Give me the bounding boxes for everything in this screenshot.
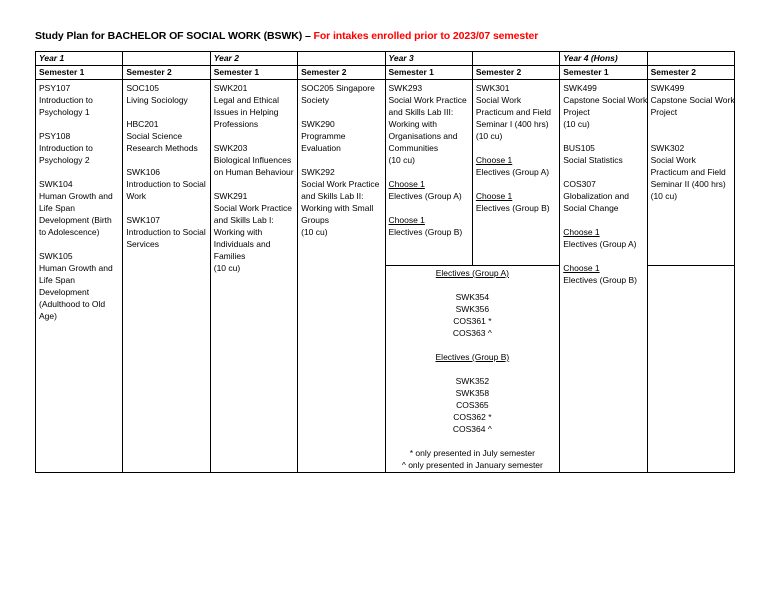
course-line: Biological Influences	[213, 155, 292, 165]
course-line: BUS105	[563, 143, 595, 153]
course-line: SWK203	[213, 143, 248, 153]
course-line: Communities	[388, 143, 439, 153]
cell-y4s1-courses	[560, 80, 647, 473]
course-line: and Skills Lab I:	[213, 215, 274, 225]
course-line: COS307	[563, 179, 596, 189]
course-line: Living Sociology	[126, 95, 188, 105]
course-line: Practicum and Field	[650, 167, 726, 177]
course-line: SWK293	[388, 83, 423, 93]
course-line: Life Span	[39, 275, 75, 285]
course-line: SWK107	[126, 215, 160, 225]
cell-y3s2-courses	[472, 80, 559, 266]
course-line: SWK106	[126, 167, 160, 177]
course-line: Services	[126, 239, 159, 249]
course-line: SWK499	[650, 83, 685, 93]
course-line: Work	[126, 191, 147, 201]
year-header-row	[36, 52, 735, 66]
course-line: Social Change	[563, 203, 619, 213]
electives-line: COS361 *	[453, 316, 492, 326]
course-line: Social Work Practice	[301, 179, 380, 189]
course-line: Introduction to Social	[126, 179, 206, 189]
course-line: (10 cu)	[301, 227, 328, 237]
blank-line	[39, 118, 119, 130]
course-line: Capstone Social Work	[563, 95, 648, 105]
course-line: Life Span	[39, 203, 75, 213]
course-line: SWK291	[213, 191, 248, 201]
course-line: and Skills Lab II:	[301, 191, 364, 201]
course-line: Electives (Group B)	[475, 203, 550, 213]
course-line: to Adolescence)	[39, 227, 100, 237]
course-line: Social Science	[126, 131, 183, 141]
cell-y3s1-courses	[385, 80, 472, 266]
course-line: SWK201	[213, 83, 248, 93]
course-line: Project	[650, 107, 678, 117]
course-line: Psychology 2	[39, 155, 90, 165]
course-line: Globalization and	[563, 191, 629, 201]
cell-y2s2-courses	[298, 80, 385, 473]
blank-line	[651, 130, 731, 142]
year-header-y3-blank	[472, 52, 559, 66]
course-line: Social Work	[475, 95, 522, 105]
semester-header-y4s2: Semester 2	[647, 66, 734, 80]
blank-line	[301, 154, 381, 166]
course-line: Groups	[301, 215, 329, 225]
course-line: Age)	[39, 311, 57, 321]
course-line: Introduction to	[39, 95, 93, 105]
course-line: Social Work Practice	[388, 95, 467, 105]
course-line: Capstone Social Work	[650, 95, 735, 105]
course-line: Choose 1	[475, 155, 513, 165]
course-line: on Human Behaviour	[213, 167, 294, 177]
course-line: Social Statistics	[563, 155, 623, 165]
cell-y1s1-courses	[36, 80, 123, 473]
course-line: Programme	[301, 131, 346, 141]
blank-line	[214, 130, 294, 142]
electives-line: * only presented in July semester	[409, 448, 535, 458]
electives-line: COS363 ^	[452, 328, 492, 338]
course-line: Legal and Ethical	[213, 95, 279, 105]
course-line: SWK292	[301, 167, 335, 177]
course-line: Issues in Helping	[213, 107, 279, 117]
course-line: Human Growth and	[39, 191, 113, 201]
course-line: Society	[301, 95, 329, 105]
electives-line: ^ only presented in January semester	[401, 460, 543, 470]
course-line: and Skills Lab III:	[388, 107, 454, 117]
course-line: Working with Small	[301, 203, 374, 213]
title-main: Study Plan for BACHELOR OF SOCIAL WORK (BSWK) –	[35, 30, 314, 42]
blank-line	[563, 214, 643, 226]
course-line: Social Work	[650, 155, 696, 165]
course-line: Choose 1	[388, 215, 425, 225]
study-plan-table	[35, 51, 735, 473]
course-line: Choose 1	[563, 227, 600, 237]
year-header-year4: Year 4 (Hons)	[560, 52, 647, 66]
course-line: (10 cu)	[563, 119, 590, 129]
blank-line	[126, 202, 206, 214]
blank-line	[39, 238, 119, 250]
blank-line	[126, 154, 206, 166]
semester-header-y3s2: Semester 2	[472, 66, 559, 80]
electives-line: Electives (Group B)	[435, 352, 510, 362]
course-content-row	[36, 80, 735, 266]
course-line: (10 cu)	[650, 191, 678, 201]
course-line: Families	[213, 251, 246, 261]
semester-header-y2s1: Semester 1	[210, 66, 297, 80]
cell-y1s2-courses	[123, 80, 210, 473]
blank-line	[126, 106, 206, 118]
course-line: Electives (Group A)	[563, 239, 637, 249]
blank-line	[389, 202, 469, 214]
blank-line	[563, 166, 643, 178]
course-line: (10 cu)	[213, 263, 241, 273]
page-title	[0, 0, 768, 42]
course-line: Research Methods	[126, 143, 198, 153]
course-line: PSY107	[39, 83, 71, 93]
blank-line	[214, 178, 294, 190]
course-line: Choose 1	[563, 263, 600, 273]
course-line: Working with	[213, 227, 263, 237]
cell-electives-list	[385, 266, 560, 473]
course-line: Practicum and Field	[475, 107, 551, 117]
course-line: Psychology 1	[39, 107, 90, 117]
semester-header-y4s1: Semester 1	[560, 66, 647, 80]
electives-line: SWK358	[455, 388, 490, 398]
semester-header-y1s1: Semester 1	[36, 66, 123, 80]
course-line: SOC105	[126, 83, 159, 93]
year-header-y2-blank	[298, 52, 385, 66]
course-line: (10 cu)	[388, 155, 415, 165]
blank-line	[301, 106, 381, 118]
course-line: SWK290	[301, 119, 335, 129]
course-line: Individuals and	[213, 239, 271, 249]
course-line: (10 cu)	[475, 131, 503, 141]
course-line: Professions	[213, 119, 259, 129]
semester-header-y1s2: Semester 2	[123, 66, 210, 80]
course-line: Choose 1	[388, 179, 425, 189]
year-header-year3: Year 3	[385, 52, 472, 66]
course-line: Electives (Group A)	[475, 167, 550, 177]
course-line: SWK302	[650, 143, 685, 153]
semester-header-row	[36, 66, 735, 80]
electives-line: COS362 *	[453, 412, 492, 422]
blank-line	[389, 339, 557, 351]
course-line: Introduction to Social	[126, 227, 206, 237]
semester-header-y3s1: Semester 1	[385, 66, 472, 80]
year-header-y4-blank	[647, 52, 734, 66]
course-line: Organisations and	[388, 131, 458, 141]
course-line: Introduction to	[39, 143, 93, 153]
electives-line: COS364 ^	[452, 424, 492, 434]
course-line: Working with	[388, 119, 437, 129]
blank-line	[651, 118, 731, 130]
course-line: HBC201	[126, 119, 159, 129]
title-highlight: For intakes enrolled prior to 2023/07 semester	[313, 30, 539, 42]
course-line: SWK104	[39, 179, 73, 189]
electives-line: SWK352	[455, 376, 490, 386]
course-line: Development (Birth	[39, 215, 112, 225]
electives-line: SWK356	[455, 304, 490, 314]
course-line: Electives (Group A)	[388, 191, 462, 201]
cell-y4s2-empty	[647, 266, 734, 473]
course-line: Seminar II (400 hrs)	[650, 179, 726, 189]
blank-line	[389, 279, 557, 291]
course-line: Seminar I (400 hrs)	[475, 119, 549, 129]
course-line: SWK301	[475, 83, 510, 93]
blank-line	[563, 130, 643, 142]
blank-line	[389, 363, 557, 375]
course-line: (Adulthood to Old	[39, 299, 106, 309]
course-line: SWK105	[39, 251, 73, 261]
year-header-year2: Year 2	[210, 52, 297, 66]
course-line: Choose 1	[475, 191, 513, 201]
blank-line	[476, 178, 556, 190]
course-line: Project	[563, 107, 590, 117]
semester-header-y2s2: Semester 2	[298, 66, 385, 80]
electives-line: COS365	[456, 400, 489, 410]
blank-line	[476, 142, 556, 154]
blank-line	[389, 435, 557, 447]
course-line: Development	[39, 287, 90, 297]
electives-line: Electives (Group A)	[435, 268, 509, 278]
course-line: PSY108	[39, 131, 71, 141]
course-line: Electives (Group B)	[563, 275, 637, 285]
course-line: SOC205 Singapore	[301, 83, 375, 93]
blank-line	[39, 166, 119, 178]
course-line: SWK499	[563, 83, 597, 93]
course-line: Electives (Group B)	[388, 227, 463, 237]
cell-y4s2-courses	[647, 80, 734, 266]
course-line: Evaluation	[301, 143, 341, 153]
course-line: Human Growth and	[39, 263, 113, 273]
course-line: Social Work Practice	[213, 203, 293, 213]
cell-y2s1-courses	[210, 80, 297, 473]
blank-line	[563, 250, 643, 262]
year-header-year1: Year 1	[36, 52, 123, 66]
electives-line: SWK354	[455, 292, 490, 302]
blank-line	[389, 166, 469, 178]
year-header-y1-blank	[123, 52, 210, 66]
